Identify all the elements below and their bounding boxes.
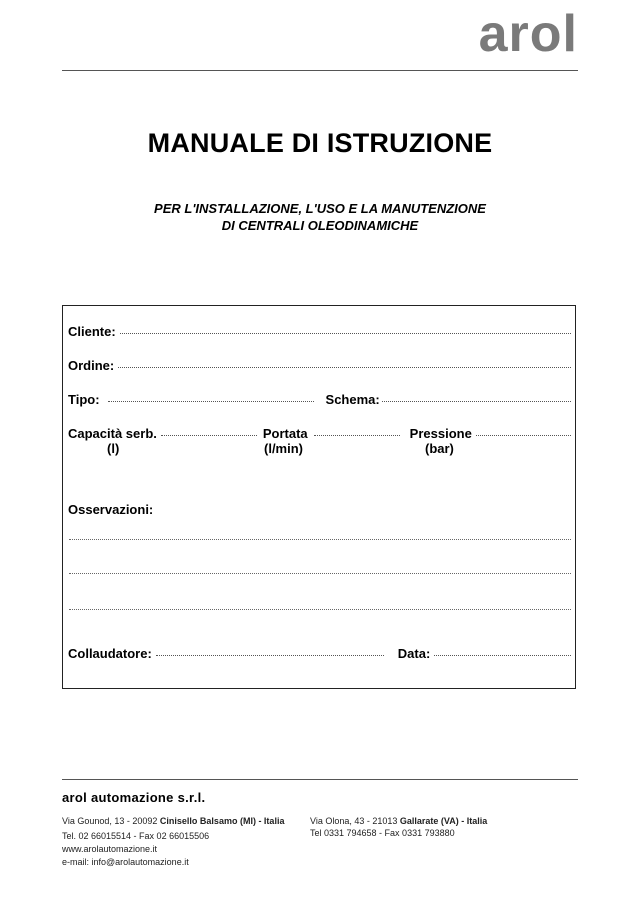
cinisello-street: Via Gounod, 13 - 20092 <box>62 816 160 826</box>
cinisello-city: Cinisello Balsamo (MI) - Italia <box>159 816 285 826</box>
collaudatore-row <box>68 646 571 661</box>
cinisello-phone: Tel. 02 66015514 - Fax 02 66015506 <box>62 831 210 841</box>
pressione-unit: (bar) <box>425 441 454 456</box>
gallarate-city: Gallarate (VA) - Italia <box>399 816 488 826</box>
schema-field[interactable] <box>382 400 571 402</box>
cliente-row <box>68 324 571 339</box>
email-link[interactable]: e-mail: info@arolautomazione.it <box>62 857 189 867</box>
top-divider <box>62 70 578 71</box>
capacita-field[interactable] <box>161 434 257 436</box>
schema-label: Schema: <box>325 392 380 407</box>
gallarate-phone: Tel 0331 794658 - Fax 0331 793880 <box>310 828 455 838</box>
collaudatore-label: Collaudatore: <box>68 646 152 661</box>
ordine-field[interactable] <box>118 366 571 368</box>
company-logo: arol <box>478 5 578 63</box>
tipo-field[interactable] <box>108 400 314 402</box>
data-label: Data: <box>397 646 431 661</box>
capacita-unit: (l) <box>107 441 120 456</box>
osservazioni-row <box>68 502 571 517</box>
bottom-divider <box>62 779 578 780</box>
subtitle-line-2: DI CENTRALI OLEODINAMICHE <box>221 218 419 233</box>
osservazioni-label: Osservazioni: <box>68 502 154 517</box>
document-subtitle <box>0 200 640 234</box>
cliente-label: Cliente: <box>68 324 116 339</box>
capacita-label: Capacità serb. <box>68 426 157 441</box>
website-link[interactable]: www.arolautomazione.it <box>62 844 158 854</box>
pressione-label: Pressione <box>409 426 472 441</box>
portata-label: Portata <box>262 426 308 441</box>
osservazioni-line-1[interactable] <box>69 539 571 540</box>
pressione-field[interactable] <box>476 434 571 436</box>
test-data-form <box>62 305 576 689</box>
tipo-label: Tipo: <box>68 392 100 407</box>
company-name: arol automazione s.r.l. <box>62 790 206 805</box>
subtitle-line-1: PER L'INSTALLAZIONE, L'USO E LA MANUTENZIONE <box>154 201 486 216</box>
tipo-schema-row <box>68 392 571 407</box>
data-field[interactable] <box>434 654 571 656</box>
osservazioni-line-3[interactable] <box>69 609 571 610</box>
specs-row <box>68 426 571 441</box>
ordine-row <box>68 358 571 373</box>
gallarate-street: Via Olona, 43 - 21013 <box>310 816 400 826</box>
portata-field[interactable] <box>314 434 400 436</box>
ordine-label: Ordine: <box>68 358 115 373</box>
address-gallarate <box>310 815 487 840</box>
document-title: MANUALE DI ISTRUZIONE <box>147 128 493 158</box>
portata-unit: (l/min) <box>264 441 303 456</box>
collaudatore-field[interactable] <box>156 654 384 656</box>
osservazioni-line-2[interactable] <box>69 573 571 574</box>
address-cinisello <box>62 815 284 869</box>
cinisello-street-line <box>62 815 284 828</box>
cliente-field[interactable] <box>120 332 571 334</box>
